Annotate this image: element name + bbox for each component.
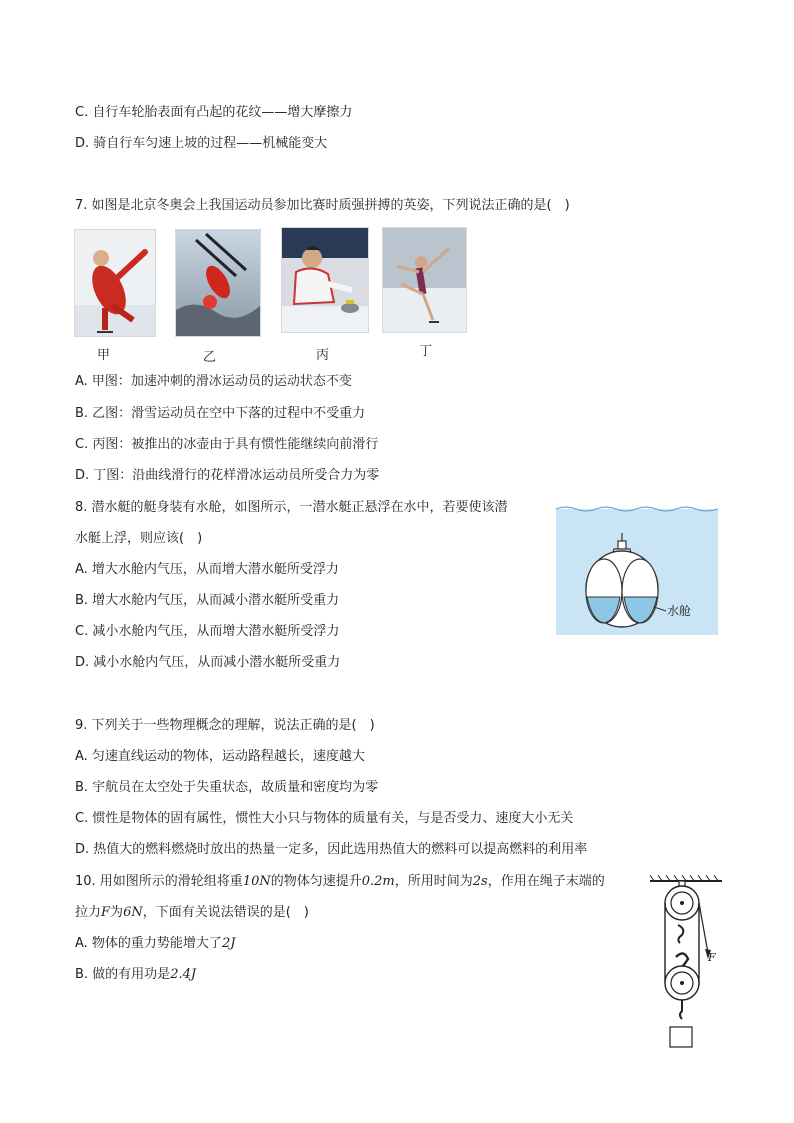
q7-option-d: D. 丁图：沿曲线滑行的花样滑冰运动员所受合力为零 — [75, 468, 380, 483]
force-label: F — [708, 951, 716, 964]
q8-option-c: C. 减小水舱内气压，从而增大潜水艇所受浮力 — [75, 624, 340, 639]
q10-text: 拉力 — [75, 905, 102, 920]
q10-text: 10. 用如图所示的滑轮组将重 — [75, 874, 243, 889]
q6-option-d: D. 骑自行车匀速上坡的过程——机械能变大 — [75, 136, 328, 151]
caption-jia: 甲 — [97, 348, 111, 363]
q10-weight: 10N — [242, 874, 271, 889]
q8-stem-line2: 水艇上浮，则应该( ) — [75, 531, 203, 546]
caption-yi: 乙 — [203, 350, 217, 365]
q10-option-b-text: B. 做的有用功是 — [75, 967, 171, 982]
q10-text: 为 — [110, 905, 124, 920]
q10-option-b — [75, 966, 196, 984]
q10-option-a-value: 2J — [221, 936, 236, 951]
q7-option-a: A. 甲图：加速冲刺的滑冰运动员的运动状态不变 — [75, 374, 352, 389]
q10-force-symbol: F — [101, 905, 111, 920]
q10-time: 2s — [472, 874, 488, 889]
q9-option-b: B. 宇航员在太空处于失重状态，故质量和密度均为零 — [75, 780, 379, 795]
q10-text: ，作用在绳子末端的 — [487, 874, 605, 889]
q10-force-value: 6N — [123, 905, 143, 920]
q8-option-d: D. 减小水舱内气压，从而减小潜水艇所受重力 — [75, 655, 341, 670]
q8-option-b: B. 增大水舱内气压，从而减小潜水艇所受重力 — [75, 593, 340, 608]
q10-stem-line1 — [75, 873, 605, 891]
q9-option-c: C. 惯性是物体的固有属性，惯性大小只与物体的质量有关，与是否受力、速度大小无关 — [75, 811, 574, 826]
q6-option-c: C. 自行车轮胎表面有凸起的花纹——增大摩擦力 — [75, 105, 353, 120]
q10-option-a-text: A. 物体的重力势能增大了 — [75, 936, 222, 951]
caption-ding: 丁 — [419, 344, 433, 359]
q7-option-b: B. 乙图：滑雪运动员在空中下落的过程中不受重力 — [75, 406, 366, 421]
q9-option-d: D. 热值大的燃料燃烧时放出的热量一定多，因此选用热值大的燃料可以提高燃料的利用率 — [75, 842, 588, 857]
q8-stem-line1: 8. 潜水艇的艇身装有水舱，如图所示，一潜水艇正悬浮在水中，若要使该潜 — [75, 500, 508, 515]
submarine-figure — [556, 503, 718, 635]
q10-text: 的物体匀速提升 — [270, 874, 362, 889]
q7-stem: 7. 如图是北京冬奥会上我国运动员参加比赛时质强拼搏的英姿，下列说法正确的是( ) — [75, 198, 570, 213]
pulley-figure — [648, 873, 724, 1049]
aerial-skier-photo — [175, 229, 261, 337]
q10-option-b-value: 2.4J — [170, 967, 197, 982]
q7-option-c: C. 丙图：被推出的冰壶由于具有惯性能继续向前滑行 — [75, 437, 379, 452]
q10-height: 0.2m — [361, 874, 395, 889]
caption-bing: 丙 — [316, 348, 330, 363]
speed-skater-photo — [74, 229, 156, 337]
q9-option-a: A. 匀速直线运动的物体，运动路程越长，速度越大 — [75, 749, 365, 764]
q8-option-a: A. 增大水舱内气压，从而增大潜水艇所受浮力 — [75, 562, 339, 577]
curling-player-photo — [281, 227, 369, 333]
q10-stem-line2 — [75, 904, 309, 922]
q10-option-a — [75, 935, 235, 953]
q10-text: ，下面有关说法错误的是( ) — [142, 905, 309, 920]
q9-stem: 9. 下列关于一些物理概念的理解，说法正确的是( ) — [75, 718, 375, 733]
water-tank-label: 水舱 — [667, 604, 692, 618]
q10-text: ，所用时间为 — [394, 874, 473, 889]
figure-skater-photo — [382, 227, 467, 333]
